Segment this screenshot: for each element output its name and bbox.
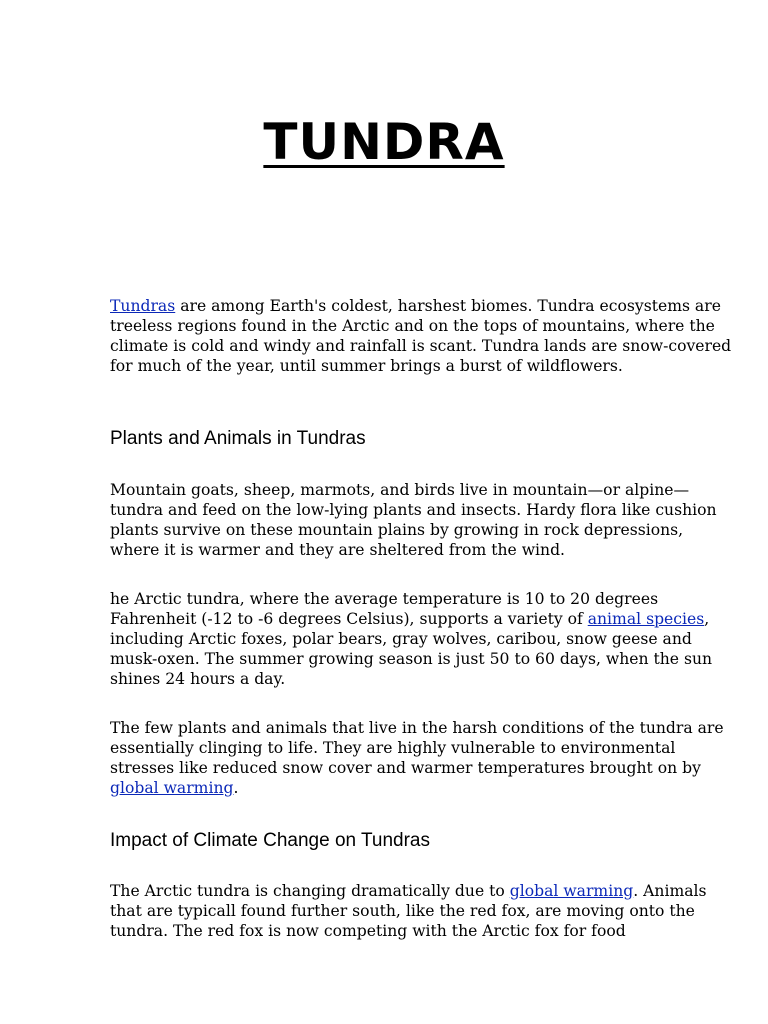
vulnerability-text-after: .	[233, 779, 239, 797]
page-title	[0, 112, 768, 172]
arctic-tundra-text-before: he Arctic tundra, where the average temperature is 10 to 20 degrees Fahrenheit (-12 to -6 degrees Celsius), supports a variety of	[110, 590, 659, 628]
tundras-link[interactable]: Tundras	[110, 297, 176, 315]
vulnerability-text-before: The few plants and animals that live in the harsh conditions of the tundra are essentially clinging to life. They are highly vulnerable to environmental stresses like reduced snow cover and warmer temperatures brought on by	[110, 719, 724, 777]
global-warming-link-2[interactable]: global warming	[509, 882, 634, 900]
intro-paragraph-text: are among Earth's coldest, harshest biomes. Tundra ecosystems are treeless regions found in the Arctic and on the tops of mountains, where the climate is cold and windy and rainfall is scant. Tundra lands are snow-covered for much of the year, until summer brings a burst of wildflowers.	[110, 297, 732, 375]
arctic-tundra-text-after: , including Arctic foxes, polar bears, gray wolves, caribou, snow geese and musk-oxen. The summer growing season is just 50 to 60 days, when the sun shines 24 hours a day.	[110, 610, 713, 688]
climate-change-text-after: . Animals that are typicall found further south, like the red fox, are moving onto the tundra. The red fox is now competing with the Arctic fox for food	[110, 882, 707, 940]
mountain-tundra-paragraph: Mountain goats, sheep, marmots, and birds live in mountain—or alpine—tundra and feed on the low-lying plants and insects. Hardy flora like cushion plants survive on these mountain plains by growing in rock depressions, where it is warmer and they are sheltered from the wind.	[110, 481, 717, 559]
global-warming-link[interactable]: global warming	[110, 779, 234, 797]
climate-change-paragraph	[110, 881, 735, 941]
section-heading-plants-animals: Plants and Animals in Tundras	[110, 428, 366, 449]
page-title-text: TUNDRA	[263, 113, 505, 171]
vulnerability-paragraph	[110, 718, 735, 798]
animal-species-link[interactable]: animal species	[587, 610, 705, 628]
climate-change-text-before: The Arctic tundra is changing dramatically due to	[110, 882, 510, 900]
section-heading-climate-change: Impact of Climate Change on Tundras	[110, 830, 431, 851]
intro-paragraph	[110, 296, 735, 376]
arctic-tundra-paragraph	[110, 589, 735, 689]
